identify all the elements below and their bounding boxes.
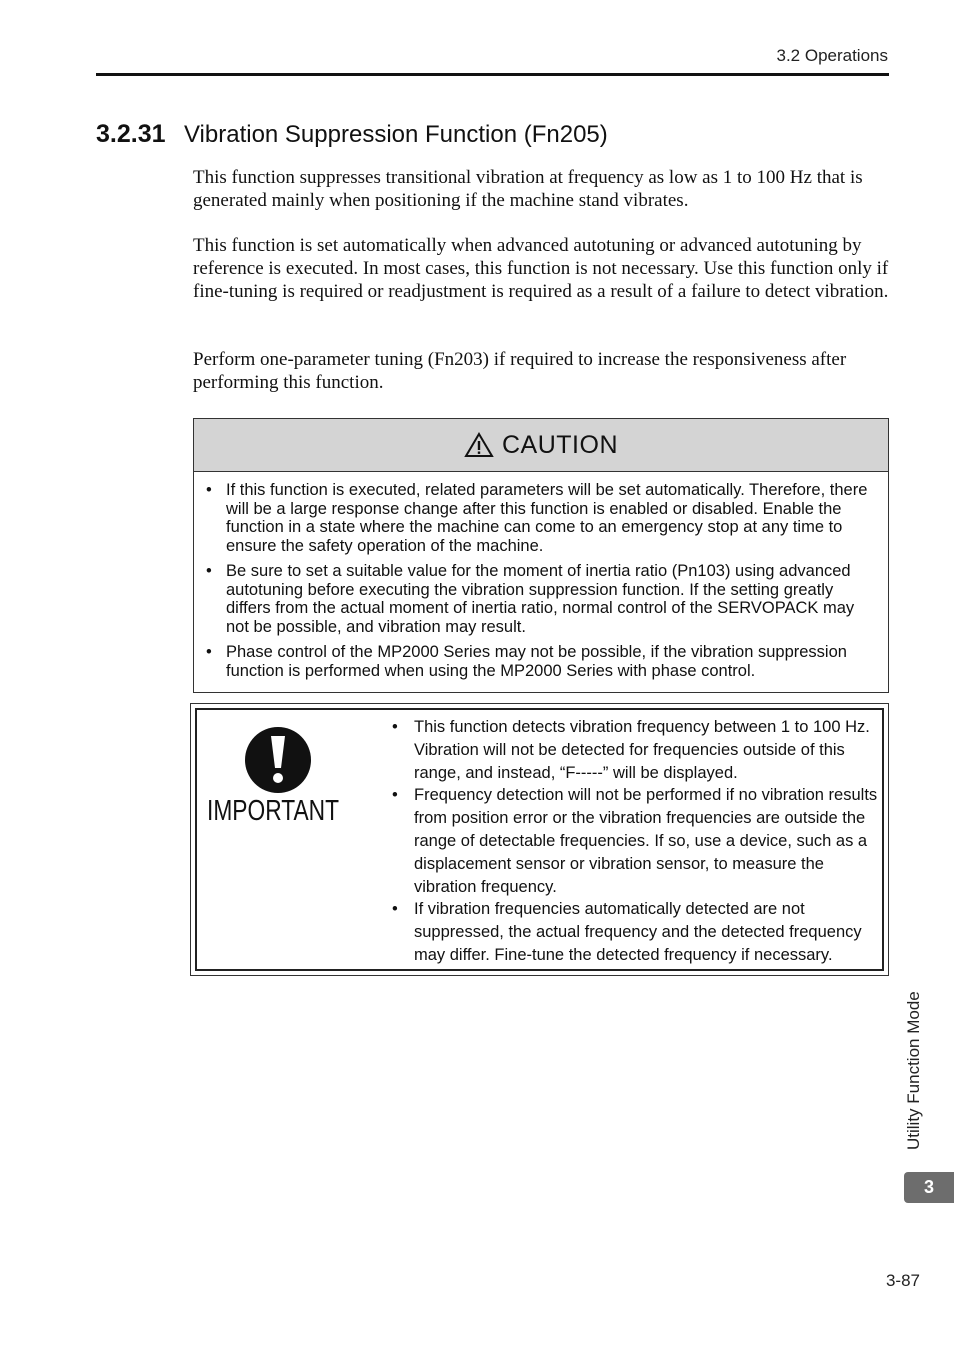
section-number: 3.2.31 [96, 120, 166, 148]
section-heading [96, 120, 608, 149]
caution-header [194, 419, 888, 472]
important-item [392, 716, 879, 784]
paragraph-1: This function suppresses transitional vibration at frequency as low as 1 to 100 Hz that is generated mainly when positioning if the machine stand vibrates. [193, 167, 863, 211]
exclamation-circle-icon [244, 726, 312, 794]
important-item-text: This function detects vibration frequency between 1 to 100 Hz. Vibration will not be detected for frequencies outside of this range, and instead, “F-----” will be displayed. [414, 718, 870, 782]
important-list [392, 716, 879, 967]
running-header: 3.2 Operations [776, 46, 888, 65]
paragraph-2: This function is set automatically when advanced autotuning or advanced autotuning by reference is executed. In most cases, this function is not necessary. Use this function only if fine-tuning is required or readjustment is required as a result of a failure to detect vibration. [193, 235, 889, 302]
paragraph-3: Perform one-parameter tuning (Fn203) if required to increase the responsiveness after performing this function. [193, 349, 847, 393]
caution-item [206, 562, 878, 636]
important-item-text: If vibration frequencies automatically detected are not suppressed, the actual frequency and the detected frequency may differ. Fine-tune the detected frequency if necessary. [414, 900, 862, 964]
page-number: 3-87 [885, 1271, 920, 1290]
caution-list [194, 472, 888, 680]
bullet: • [392, 900, 398, 919]
chapter-tab: 3 [904, 1172, 954, 1203]
warning-triangle-icon [464, 432, 494, 458]
caution-item-text: If this function is executed, related parameters will be set automatically. Therefore, there will be a large response change after this function is enabled or disabled. Enable the function in a state where the machine can come to an emergency stop at any time to ensure the safety operation of the machine. [226, 481, 868, 555]
section-title: Vibration Suppression Function (Fn205) [183, 121, 608, 148]
header-rule [96, 73, 889, 76]
important-inner-frame [195, 708, 884, 971]
important-item-text: Frequency detection will not be performed if no vibration results from position error or the vibration frequencies are outside the range of detectable frequencies. If so, use a device, such as a displacement sensor or vibration sensor, to measure the vibration frequency. [414, 786, 878, 896]
bullet: • [206, 562, 212, 580]
bullet: • [392, 718, 398, 736]
bullet: • [206, 481, 212, 499]
caution-item [206, 481, 878, 555]
caution-item-text: Phase control of the MP2000 Series may not be possible, if the vibration suppression function is performed when using the MP2000 Series with phase control. [226, 643, 847, 680]
chapter-side-title: Utility Function Mode [904, 991, 923, 1150]
caution-item-text: Be sure to set a suitable value for the moment of inertia ratio (Pn103) using advanced autotuning before executing the vibration suppression function. If the setting greatly differs from the actual moment of inertia ratio, normal control of the SERVOPACK may not be possible, and vibration may result. [226, 562, 855, 636]
important-item [392, 784, 879, 898]
caution-item [206, 643, 878, 680]
caution-title: CAUTION [502, 430, 618, 459]
bullet: • [206, 643, 212, 661]
bullet: • [392, 786, 398, 805]
important-label: IMPORTANT [207, 795, 340, 827]
important-item [392, 898, 879, 966]
important-box [190, 703, 889, 976]
caution-box [193, 418, 889, 693]
important-label-graphic [205, 794, 341, 826]
